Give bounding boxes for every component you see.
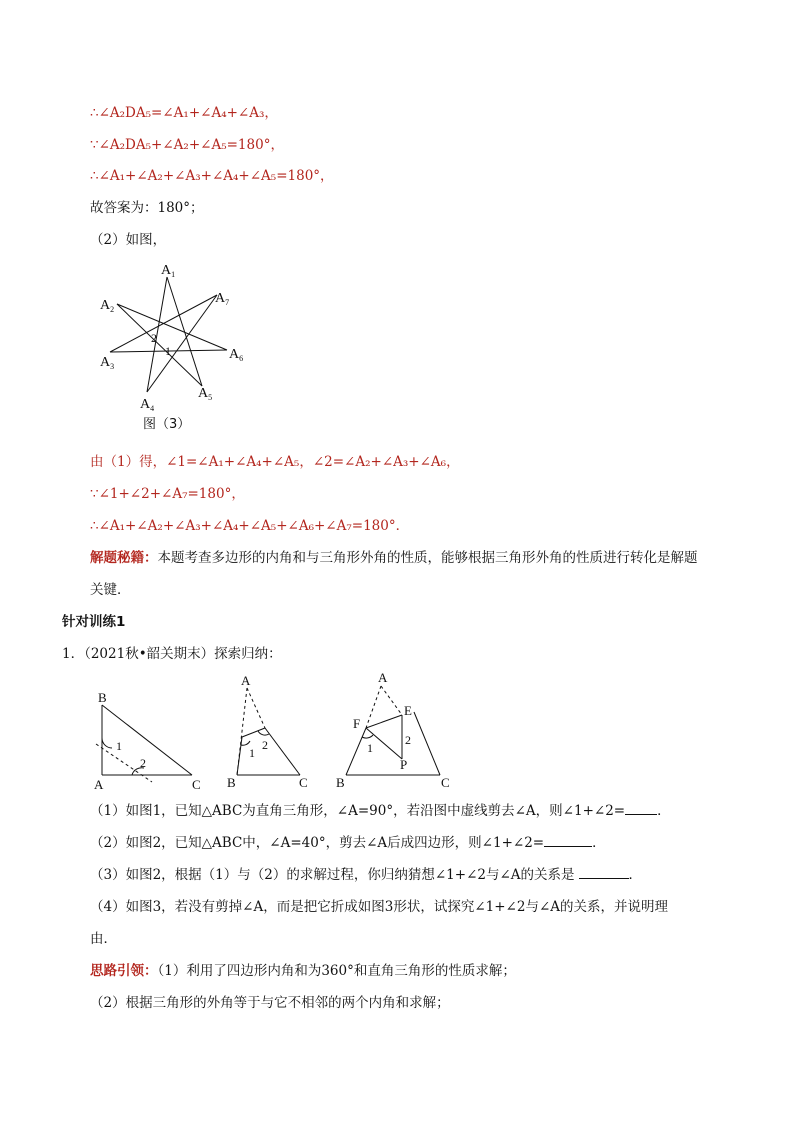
- star-label-a4: $A_4$: [140, 397, 155, 413]
- training-heading: 针对训练1: [62, 614, 126, 630]
- answer-line: 故答案为：180°；: [90, 200, 204, 216]
- solution-line-1: ∴∠A₂DA₅=∠A₁+∠A₄+∠A₃，: [90, 105, 278, 121]
- fig3-label-a: A: [378, 670, 388, 685]
- question-part-4-cont: 由．: [90, 931, 117, 947]
- figure-1: [88, 688, 206, 798]
- question-part-1-text: （1）如图1，已知△ABC为直角三角形，∠A=90°，若沿图中虚线剪去∠A，则∠1+∠2=: [90, 803, 626, 819]
- star-label-a1: $A_1$: [161, 263, 176, 279]
- question-part-2-text: （2）如图2，已知△ABC中，∠A=40°，剪去∠A后成四边形，则∠1+∠2=: [90, 835, 545, 851]
- fig1-angle-2: 2: [140, 756, 146, 770]
- fig2-label-b: B: [227, 775, 236, 790]
- solution-line-2: ∵∠A₂DA₅+∠A₂+∠A₅=180°，: [90, 137, 284, 153]
- figure-2: [225, 670, 320, 798]
- hint-line-2: （2）根据三角形的外角等于与它不相邻的两个内角和求解；: [90, 995, 450, 1011]
- fig3-label-p: P: [400, 757, 408, 772]
- answer-blank-1[interactable]: [625, 802, 657, 815]
- solution-line-5: ∵∠1+∠2+∠A₇=180°，: [90, 486, 245, 502]
- fig2-angle-1: 1: [249, 746, 255, 760]
- star-label-a7: $A_7$: [215, 291, 230, 307]
- solution-line-4: 由（1）得，∠1=∠A₁+∠A₄+∠A₅，∠2=∠A₂+∠A₃+∠A₆，: [90, 454, 460, 470]
- tip-paragraph: [90, 549, 698, 567]
- answer-blank-2[interactable]: [544, 834, 592, 847]
- fig2-label-a: A: [241, 673, 251, 688]
- question-part-3-text: （3）如图2，根据（1）与（2）的求解过程，你归纳猜想∠1+∠2与∠A的关系是: [90, 867, 575, 883]
- fig3-label-b: B: [336, 775, 345, 790]
- fig3-label-c: C: [441, 775, 450, 790]
- hint-text-1: （1）利用了四边形内角和为360°和直角三角形的性质求解；: [157, 963, 516, 979]
- hint-label: 思路引领：: [90, 963, 158, 979]
- solution-line-6: ∴∠A₁+∠A₂+∠A₃+∠A₄+∠A₅+∠A₆+∠A₇=180°．: [90, 518, 410, 534]
- question-part-3-end: ．: [628, 867, 643, 883]
- answer-blank-3[interactable]: [579, 866, 629, 879]
- tip-label: 解题秘籍：: [90, 550, 158, 566]
- star-label-a6: $A_6$: [229, 347, 244, 363]
- fig2-label-c: C: [299, 775, 308, 790]
- hint-line-1: [90, 962, 516, 980]
- question-part-4: （4）如图3，若没有剪掉∠A，而是把它折成如图3形状，试探究∠1+∠2与∠A的关系，并说明理: [90, 899, 669, 915]
- fig1-label-a: A: [94, 777, 104, 792]
- star-angle-2: 2: [151, 331, 157, 345]
- star-label-a2: $A_2$: [100, 298, 115, 314]
- question-title: 1．（2021秋•韶关期末）探索归纳：: [62, 646, 282, 662]
- question-part-2-end: ．: [592, 835, 606, 851]
- star-figure: [95, 262, 255, 432]
- fig1-angle-1: 1: [116, 739, 122, 753]
- solution-line-3: ∴∠A₁+∠A₂+∠A₃+∠A₄+∠A₅=180°，: [90, 168, 334, 184]
- fig1-label-b: B: [98, 690, 107, 705]
- fig2-angle-2: 2: [262, 738, 268, 752]
- star-label-a3: $A_3$: [100, 355, 115, 371]
- star-label-a5: $A_5$: [198, 386, 213, 402]
- part2-intro: （2）如图，: [90, 232, 167, 248]
- question-part-3: [90, 866, 642, 884]
- question-part-1: [90, 802, 671, 820]
- star-angle-1: 1: [165, 344, 171, 358]
- fig3-angle-2: 2: [405, 733, 411, 747]
- fig3-angle-1: 1: [367, 741, 373, 755]
- tip-text-cont: 关键．: [90, 582, 131, 598]
- question-part-2: [90, 834, 606, 852]
- figure-3: [333, 668, 458, 798]
- fig3-label-f: F: [353, 716, 361, 731]
- star-caption: 图（3）: [143, 417, 191, 432]
- fig3-label-e: E: [404, 703, 412, 718]
- tip-text: 本题考查多边形的内角和与三角形外角的性质，能够根据三角形外角的性质进行转化是解题: [157, 550, 698, 566]
- question-part-1-end: ．: [657, 803, 671, 819]
- fig1-label-c: C: [192, 777, 201, 792]
